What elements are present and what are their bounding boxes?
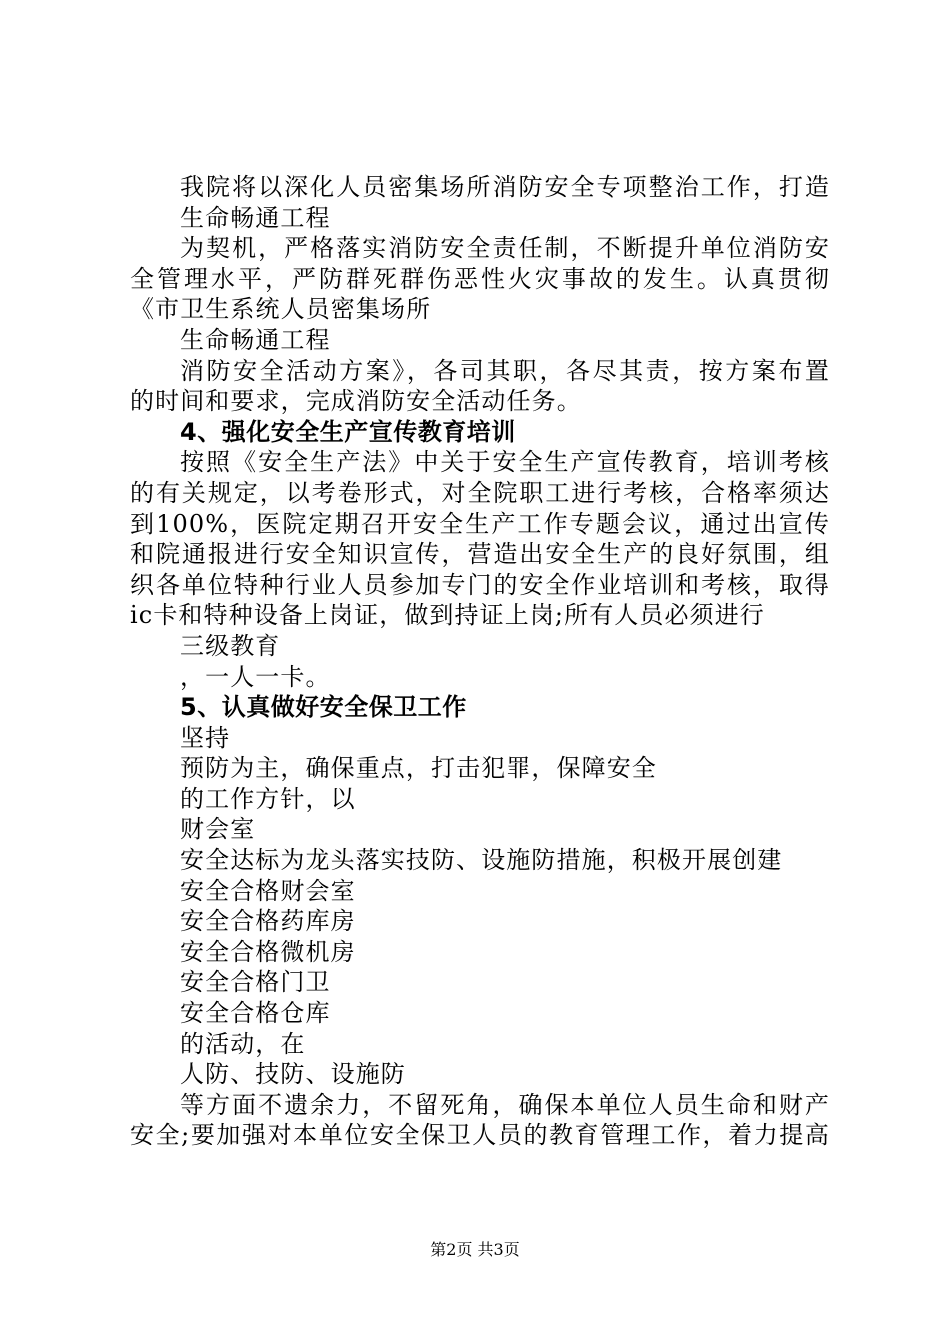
page-footer: 第2页 共3页 <box>430 1240 520 1259</box>
text-line: 的时间和要求，完成消防安全活动任务。 <box>130 387 582 416</box>
text-line: 预防为主，确保重点，打击犯罪，保障安全 <box>180 754 657 783</box>
text-line: ，一人一卡。 <box>180 662 331 691</box>
text-line: 安全合格药库房 <box>180 907 356 936</box>
text-line: 等方面不遗余力，不留死角，确保本单位人员生命和财产 <box>180 1090 830 1119</box>
text-line: 消防安全活动方案》，各司其职，各尽其责，按方案布置 <box>180 356 830 385</box>
text-line: 到100%，医院定期召开安全生产工作专题会议，通过出宣传 <box>130 509 830 538</box>
text-line: 的工作方针，以 <box>180 784 356 813</box>
text-line: 安全达标为龙头落实技防、设施防措施，积极开展创建 <box>180 846 783 875</box>
text-line: 安全合格仓库 <box>180 999 331 1028</box>
section-heading: 4、强化安全生产宣传教育培训 <box>180 417 516 446</box>
text-line: 织各单位特种行业人员参加专门的安全作业培训和考核，取得 <box>130 570 830 599</box>
text-line: 安全合格微机房 <box>180 937 356 966</box>
text-line: 为契机，严格落实消防安全责任制，不断提升单位消防安 <box>180 234 830 263</box>
text-line: 人防、技防、设施防 <box>180 1060 406 1089</box>
text-line: ic卡和特种设备上岗证，做到持证上岗;所有人员必须进行 <box>130 601 765 630</box>
text-line: 安全合格财会室 <box>180 876 356 905</box>
text-line: 安全合格门卫 <box>180 968 331 997</box>
text-line: 和院通报进行安全知识宣传，营造出安全生产的良好氛围，组 <box>130 540 830 569</box>
text-line: 三级教育 <box>180 631 281 660</box>
text-line: 《市卫生系统人员密集场所 <box>130 295 432 324</box>
document-body <box>130 172 830 1151</box>
text-line: 坚持 <box>180 723 231 752</box>
text-line: 安全;要加强对本单位安全保卫人员的教育管理工作，着力提高 <box>130 1121 830 1150</box>
text-line: 的活动，在 <box>180 1029 306 1058</box>
text-line: 生命畅通工程 <box>180 325 331 354</box>
text-line: 的有关规定，以考卷形式，对全院职工进行考核，合格率须达 <box>130 478 830 507</box>
text-line: 我院将以深化人员密集场所消防安全专项整治工作，打造 <box>180 173 830 201</box>
text-line: 财会室 <box>180 815 256 844</box>
text-line: 全管理水平，严防群死群伤恶性火灾事故的发生。认真贯彻 <box>130 264 830 293</box>
section-heading: 5、认真做好安全保卫工作 <box>180 693 467 722</box>
text-line: 生命畅通工程 <box>180 203 331 232</box>
text-line: 按照《安全生产法》中关于安全生产宣传教育，培训考核 <box>180 448 830 477</box>
